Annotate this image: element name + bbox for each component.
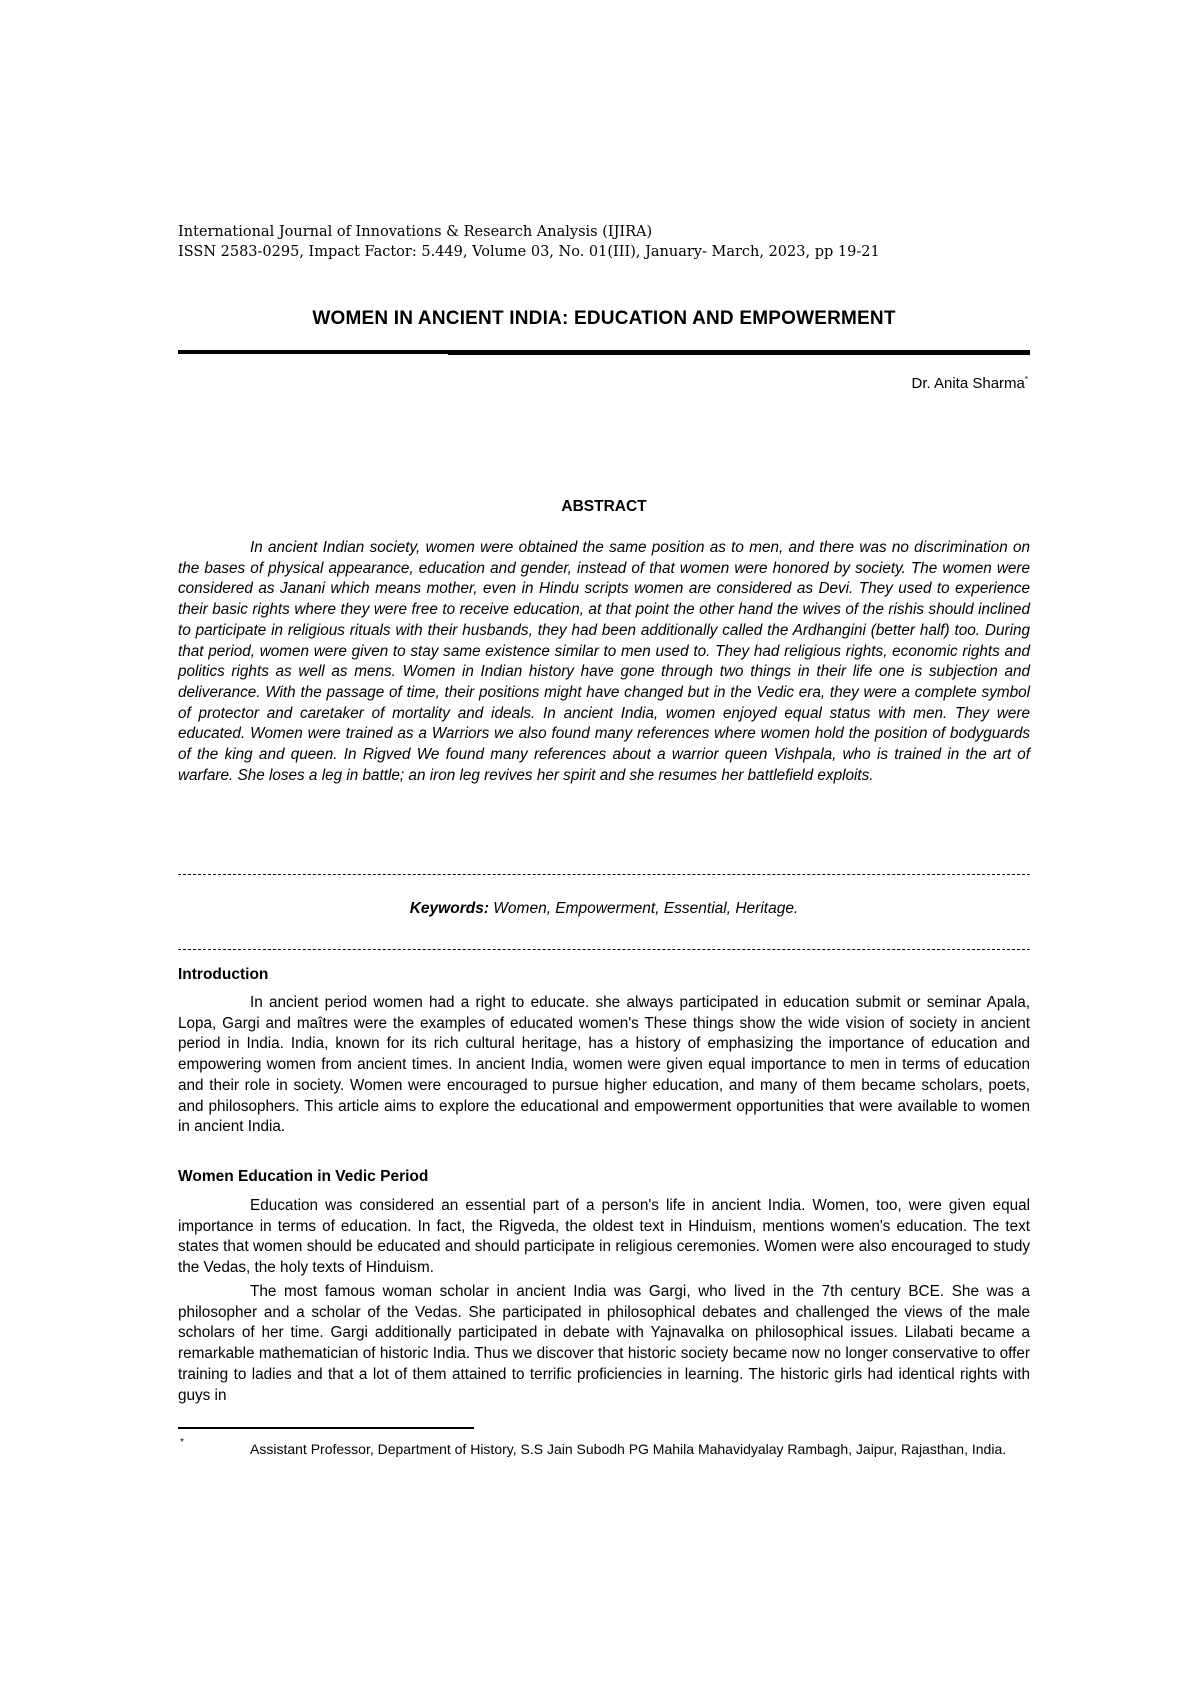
author-name: Dr. Anita Sharma [911,375,1025,392]
vedic-para-2: The most famous woman scholar in ancient India was Gargi, who lived in the 7th century BCE. She was a philosopher and a scholar of the Vedas. She participated in philosophical debates and challenged the views of the male scholars of her time. Gargi additionally participated in debate with Yajnavalka on philosophical issues. Lilabati became a remarkable mathematician of historic India. Thus we discover that historic society became now no longer conservative to offer training to ladies and that a lot of them attained to terrific proficiencies in learning. The historic girls had identical rights with guys in [178,1283,1030,1404]
journal-header [178,222,1038,262]
keywords-list: Women, Empowerment, Essential, Heritage. [488,900,799,917]
title-rule-thick [448,350,1030,355]
paper-title: WOMEN IN ANCIENT INDIA: EDUCATION AND EMPOWERMENT [312,308,896,329]
journal-name: International Journal of Innovations & Research Analysis (IJIRA) [178,224,653,240]
author-line [911,375,1028,392]
author-footnote-mark: * [1024,375,1028,384]
footnote-text: Assistant Professor, Department of History, S.S Jain Subodh PG Mahila Mahavidyalay Rambagh, Jaipur, Rajasthan, India. [250,1441,1007,1457]
footnote-rule [178,1427,474,1429]
keywords-line [178,900,1030,918]
abstract-text: In ancient Indian society, women were obtained the same position as to men, and there was no discrimination on the bases of physical appearance, education and gender, instead of that women were honored by society. The women were considered as Janani which means mother, even in Hindu scripts women are considered as Devi. They used to experience their basic rights where they were free to receive education, at that point the other hand the wives of the rishis should inclined to participate in religious rituals with their husbands, they had been additionally called the Ardhangini (better half) too. During that period, women were given to stay same existence similar to men used to. They had religious rights, economic rights and politics rights as well as mens. Women in Indian history have gone through two things in their life one is subjection and deliverance. With the passage of time, their positions might have changed but in the Vedic era, they were a complete symbol of protector and caretaker of mortality and ideals. In ancient India, women enjoyed equal status with men. They were educated. Women were trained as a Warriors we also found many references where women hold the position of bodyguards of the king and queen. In Rigved We found many references about a warrior queen Vishpala, who is trained in the art of warfare. She loses a leg in battle; an iron leg revives her spirit and she resumes her battlefield exploits. [178,539,1030,784]
keywords-label: Keywords: [409,900,489,917]
vedic-para-1: Education was considered an essential part of a person's life in ancient India. Women, too, were given equal importance in terms of education. In fact, the Rigveda, the oldest text in Hinduism, mentions women's education. The text states that women should be educated and should participate in religious ceremonies. Women were also encouraged to study the Vedas, the holy texts of Hinduism. [178,1197,1030,1277]
dashed-divider-top [178,874,1030,875]
dashed-divider-bottom [178,949,1030,950]
abstract-heading: ABSTRACT [561,498,647,515]
footnote-mark: * [180,1437,184,1448]
issn-line: ISSN 2583-0295, Impact Factor: 5.449, Volume 03, No. 01(III), January- March, 2023, pp 19-21 [178,244,880,260]
introduction-text: In ancient period women had a right to educate. she always participated in education submit or seminar Apala, Lopa, Gargi and maîtres were the examples of educated women's These things show the wide vision of society in ancient period in India. India, known for its rich cultural heritage, has a history of emphasizing the importance of education and empowering women from ancient times. In ancient India, women were given equal importance to men in terms of education and their role in society. Women were encouraged to pursue higher education, and many of them became scholars, poets, and philosophers. This article aims to explore the educational and empowerment opportunities that were available to women in ancient India. [178,994,1030,1136]
introduction-heading: Introduction [178,966,269,983]
vedic-heading: Women Education in Vedic Period [178,1168,429,1185]
